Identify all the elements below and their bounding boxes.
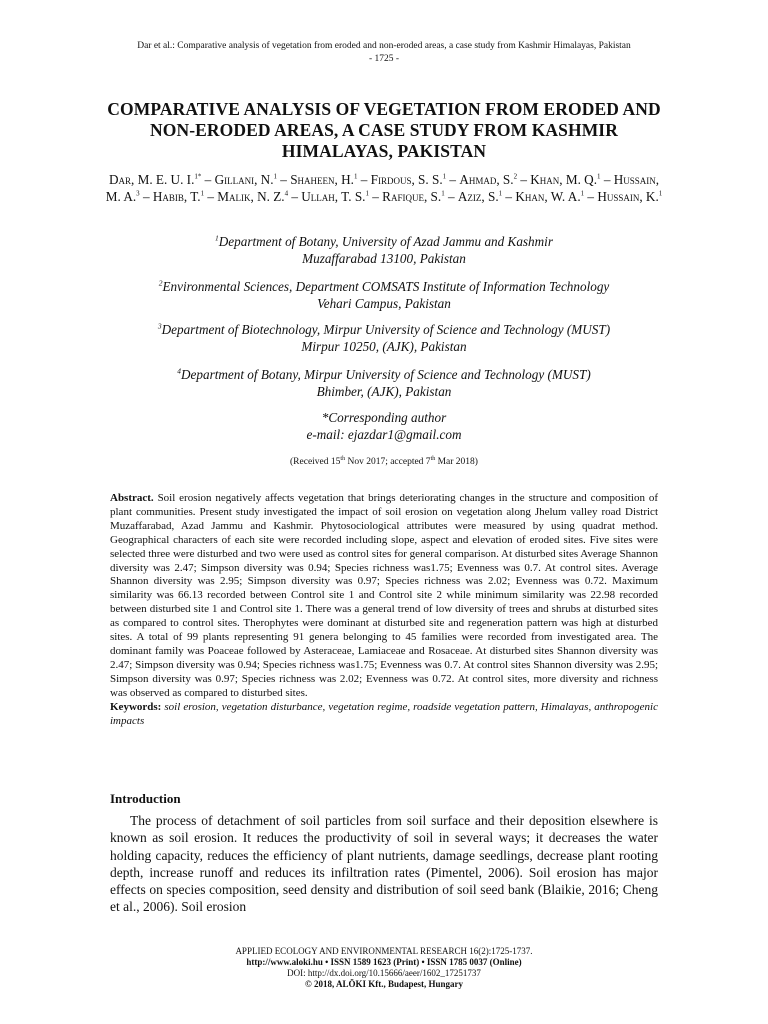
author-affiliation-marker: 1 xyxy=(273,172,277,181)
affiliation-line: Department of Biotechnology, Mirpur University of Science and Technology (MUST) xyxy=(161,322,611,337)
author-name: Hussain, K. xyxy=(597,188,659,204)
abstract-text: Soil erosion negatively affects vegetation that brings deteriorating changes in the structure and composition of plant communities. Present study investigated the impact of soil erosion on vegetation along Jhelum valley road District Muzaffarabad, Azad Jammu and Kashmir. Phytosociological attributes were measured by using quadrat method. Geographical characters of each site were recorded including slope, aspect and elevation of eroded sites. Five sites were selected three were disturbed and two were used as control sites for general comparison. At disturbed sites Average Shannon diversity was 2.47; Simpson diversity was 0.94; Species richness was1.75; Evenness was 0.7. At control sites. Average Shannon diversity was 2.95; Simpson diversity was 0.97; Species richness was 2.02; Evenness was 0.72. Maximum similarity was 66.13 recorded between Control site 1 and Control site 2 while minimum similarity was 22.98 recorded between disturbed site 1 and Control site 1. There was a general trend of low diversity of trees and shrubs at disturbed sites as compared to control sites. Therophytes were dominant at disturbed site and regeneration pattern was high at disturbed sites. A total of 99 plants representing 91 genera belonging to 45 families were recorded from investigated area. The dominant family was Poaceae followed by Asteraceae, Lamiaceae and Rosaceae. At disturbed sites Shannon diversity was 2.47; Simpson diversity was 0.94; Species richness was1.75; Evenness was 0.7. At control sites Shannon diversity was 2.95; Simpson diversity was 0.97; Species richness was 2.02; Evenness was 0.72. At control sites, more diversity and richness was observed as compared to disturbed sites. xyxy=(110,492,659,699)
keywords-label: Keywords: xyxy=(110,700,162,713)
author-name: Khan, M. Q. xyxy=(530,172,598,187)
author-affiliation-marker: 1 xyxy=(200,189,205,198)
author-affiliation-marker: 1 xyxy=(658,189,663,198)
affiliation-3 xyxy=(100,322,668,355)
received-sup: th xyxy=(340,455,346,462)
introduction-heading: Introduction xyxy=(110,791,181,806)
author-affiliation-marker: 1 xyxy=(441,189,445,198)
affiliation-line: Vehari Campus, Pakistan xyxy=(317,295,451,311)
author-list: Dar, M. E. U. I.$^{1*}$ – Gillani, N.$^1$ – Shaheen, H.$^1$ – Firdous, S. S.$^1$ – Ahmad, S.$^2$ – Khan, M. Q.$^1$ – Hussain, M. A.$^3$ – Habib, T.$^1$ – Malik, N. Z.$^4$ – Ullah, T. S.$^1$ – Rafique, S.$^1$ – Aziz, S.$^1$ – Khan, W. A.$^1$ – Hussain, K.$^1$ xyxy=(105,172,663,204)
affiliation-line: Department of Botany, Mirpur University of Science and Technology (MUST) xyxy=(181,367,591,382)
affiliation-marker: 4 xyxy=(177,366,182,376)
journal-doi: DOI: http://dx.doi.org/10.15666/aeer/1602_17251737 xyxy=(287,968,481,978)
affiliation-1 xyxy=(100,234,668,267)
author-affiliation-marker: 3 xyxy=(136,189,140,198)
author-affiliation-marker: 1* xyxy=(194,172,202,181)
author-name: Khan, W. A. xyxy=(515,188,581,204)
received-text: Nov 2017; accepted 7 xyxy=(345,457,431,467)
abstract xyxy=(110,492,658,728)
author-name: Malik, N. Z. xyxy=(217,188,285,204)
author-affiliation-marker: 1 xyxy=(353,172,358,181)
affiliation-marker: 3 xyxy=(157,321,162,331)
affiliation-line: Bhimber, (AJK), Pakistan xyxy=(316,383,452,399)
keywords xyxy=(110,701,658,729)
received-text: (Received 15 xyxy=(290,457,341,467)
received-text: Mar 2018) xyxy=(435,457,478,467)
abstract-body xyxy=(110,492,658,701)
author-name: Hussain, M. A. xyxy=(105,172,660,204)
author-name: Shaheen, H. xyxy=(290,172,354,187)
running-head-title: Dar et al.: Comparative analysis of vegetation from eroded and non-eroded areas, a case study from Kashmir Himalayas, Pakistan xyxy=(137,41,631,51)
affiliation-4 xyxy=(100,367,668,400)
author-name: Firdous, S. S. xyxy=(370,172,443,187)
author-name: Ahmad, S. xyxy=(459,172,514,187)
corresponding-label: *Corresponding author xyxy=(321,410,447,425)
corresponding-author xyxy=(100,410,668,443)
author-affiliation-marker: 2 xyxy=(513,172,518,181)
author-affiliation-marker: 1 xyxy=(597,172,601,181)
keywords-text: soil erosion, vegetation disturbance, vegetation regime, roadside vegetation pattern, Himalayas, anthropogenic impacts xyxy=(110,700,658,727)
page-number: - 1725 - xyxy=(368,54,400,64)
author-affiliation-marker: 4 xyxy=(284,189,289,198)
affiliation-marker: 2 xyxy=(158,278,163,288)
journal-issn: http://www.aloki.hu • ISSN 1589 1623 (Print) • ISSN 1785 0037 (Online) xyxy=(246,957,522,967)
affiliation-marker: 1 xyxy=(215,233,219,243)
author-affiliation-marker: 1 xyxy=(365,189,369,198)
affiliation-line: Department of Botany, University of Azad Jammu and Kashmir xyxy=(218,234,553,249)
author-name: Rafique, S. xyxy=(382,188,442,204)
author-name: Ullah, T. S. xyxy=(301,188,366,204)
received-dates xyxy=(100,456,668,468)
author-name: Aziz, S. xyxy=(457,188,499,204)
affiliation-line: Environmental Sciences, Department COMSATS Institute of Information Technology xyxy=(162,279,610,294)
author-affiliation-marker: 1 xyxy=(580,189,585,198)
paper-title: COMPARATIVE ANALYSIS OF VEGETATION FROM ERODED AND NON-ERODED AREAS, A CASE STUDY FROM KASHMIR HIMALAYAS, PAKISTAN xyxy=(107,99,661,161)
introduction-paragraph: The process of detachment of soil particles from soil surface and their deposition elsewhere is known as soil erosion. It reduces the productivity of soil in several ways; it decreases the water holding capacity, reduces the efficiency of plant nutrients, damage seedlings, decrease plant rooting depth, increase runoff and reduces its infiltration rates (Pimentel, 2006). Soil erosion has major effects on species composition, seed density and distribution of soil seed bank (Blaikie, 2016; Cheng et al., 2006). Soil erosion xyxy=(110,813,658,915)
journal-footer xyxy=(0,946,768,990)
author-name: Gillani, N. xyxy=(214,172,274,187)
author-name: Habib, T. xyxy=(152,188,201,204)
affiliation-line: Muzaffarabad 13100, Pakistan xyxy=(302,250,466,266)
journal-citation: APPLIED ECOLOGY AND ENVIRONMENTAL RESEARCH 16(2):1725-1737. xyxy=(235,946,533,956)
corresponding-email: e-mail: ejazdar1@gmail.com xyxy=(306,426,462,442)
affiliation-2 xyxy=(100,279,668,312)
received-sup: th xyxy=(430,455,436,462)
author-name: Dar, M. E. U. I. xyxy=(108,172,195,187)
abstract-label: Abstract. xyxy=(110,492,154,504)
running-head xyxy=(0,40,768,66)
author-affiliation-marker: 1 xyxy=(442,172,447,181)
affiliation-line: Mirpur 10250, (AJK), Pakistan xyxy=(301,338,467,354)
journal-copyright: © 2018, ALÖKI Kft., Budapest, Hungary xyxy=(305,979,463,989)
author-affiliation-marker: 1 xyxy=(498,189,503,198)
